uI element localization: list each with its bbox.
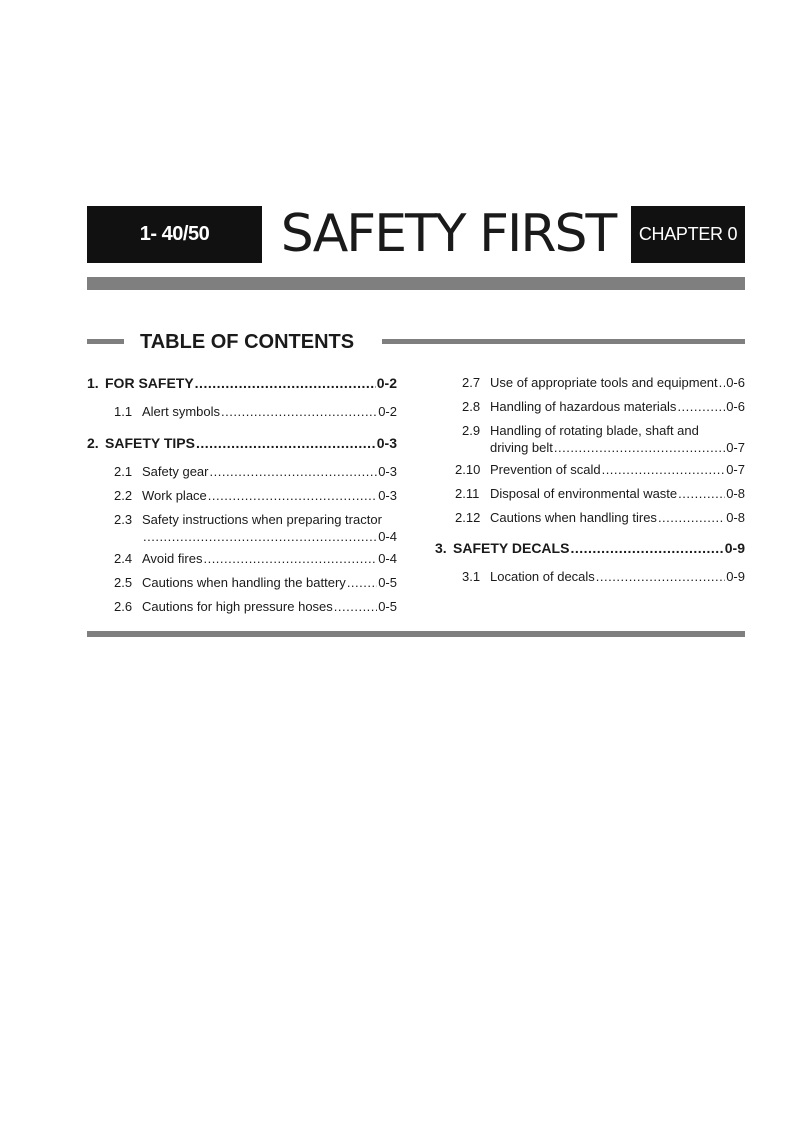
toc-leader-dots (208, 488, 377, 504)
toc-entry-number: 3. (435, 540, 447, 556)
toc-entry-number: 2.7 (462, 375, 481, 390)
chapter-label-box (631, 206, 745, 263)
page-title: SAFETY FIRST (280, 204, 616, 264)
toc-entry-page: 0-6 (726, 399, 745, 414)
toc-entry[interactable] (114, 404, 397, 421)
toc-entry-label: FOR SAFETY (105, 375, 194, 391)
toc-leader-dots (719, 375, 726, 391)
toc-entry[interactable] (462, 399, 745, 416)
toc-bottom-divider (87, 631, 745, 637)
model-label-box (87, 206, 262, 263)
toc-entry-number: 2.2 (114, 488, 133, 503)
toc-leader-dots (602, 462, 726, 478)
toc-entry-page: 0-8 (726, 510, 745, 525)
toc-leader-dots (195, 375, 376, 391)
toc-entry-page: 0-9 (726, 569, 745, 584)
toc-entry-page: 0-2 (378, 404, 397, 419)
toc-entry[interactable] (87, 435, 397, 453)
chapter-label: CHAPTER 0 (638, 224, 738, 244)
toc-leader-dots (221, 404, 377, 420)
toc-entry-number: 1.1 (114, 404, 133, 419)
toc-leader-dots (554, 440, 725, 456)
toc-entry-label: Work place (142, 488, 207, 503)
toc-heading-rule-left (87, 339, 124, 344)
toc-leader-dots (596, 569, 725, 585)
toc-leader-dots (347, 575, 377, 591)
toc-entry[interactable] (462, 569, 745, 586)
toc-heading-rule-right (382, 339, 745, 344)
toc-entry-number: 1. (87, 375, 99, 391)
toc-entry-page: 0-5 (378, 599, 397, 614)
toc-leader-dots (143, 529, 377, 545)
toc-entry[interactable] (455, 462, 745, 479)
toc-entry[interactable] (462, 423, 745, 457)
toc-entry-page: 0-9 (724, 540, 745, 556)
toc-entry-label: Handling of rotating blade, shaft and (490, 423, 699, 438)
toc-entry-page: 0-4 (378, 529, 397, 544)
toc-entry-label: Prevention of scald (490, 462, 601, 477)
toc-leader-dots (570, 540, 723, 556)
toc-entry-label: Cautions when handling tires (490, 510, 657, 525)
toc-entry-label: SAFETY TIPS (105, 435, 195, 451)
toc-entry-label: Cautions when handling the battery (142, 575, 346, 590)
toc-entry-number: 2.9 (462, 423, 481, 438)
toc-entry[interactable] (462, 375, 745, 392)
toc-entry-number: 3.1 (462, 569, 481, 584)
toc-entry[interactable] (114, 464, 397, 481)
toc-entry-page: 0-3 (378, 488, 397, 503)
toc-entry-number: 2.8 (462, 399, 481, 414)
toc-entry-number: 2.5 (114, 575, 133, 590)
toc-entry-number: 2.4 (114, 551, 133, 566)
toc-entry-label: Use of appropriate tools and equipment (490, 375, 718, 390)
toc-entry-label: Cautions for high pressure hoses (142, 599, 333, 614)
toc-entry[interactable] (435, 540, 745, 558)
toc-entry-page: 0-7 (726, 440, 745, 455)
toc-entry-page: 0-6 (726, 375, 745, 390)
toc-entry-label: Handling of hazardous materials (490, 399, 677, 414)
toc-entry[interactable] (455, 486, 745, 503)
toc-entry[interactable] (455, 510, 745, 527)
toc-entry-label: SAFETY DECALS (453, 540, 570, 556)
toc-leader-dots (210, 464, 378, 480)
toc-entry-number: 2.3 (114, 512, 133, 527)
toc-entry-page: 0-8 (726, 486, 745, 501)
toc-entry-number: 2.12 (455, 510, 481, 525)
toc-leader-dots (334, 599, 377, 615)
toc-heading: TABLE OF CONTENTS (140, 331, 355, 353)
toc-entry[interactable] (114, 488, 397, 505)
toc-entry-label: Location of decals (490, 569, 595, 584)
toc-entry-number: 2.10 (455, 462, 481, 477)
toc-entry-page: 0-5 (378, 575, 397, 590)
toc-entry-number: 2.6 (114, 599, 133, 614)
toc-entry-number: 2.11 (455, 486, 480, 501)
toc-entry-label: Safety instructions when preparing tractor (142, 512, 382, 527)
toc-leader-dots (196, 435, 376, 451)
toc-leader-dots (678, 486, 725, 502)
toc-entry[interactable] (87, 375, 397, 393)
toc-leader-dots (203, 551, 377, 567)
toc-leader-dots (677, 399, 725, 415)
toc-entry-page: 0-3 (378, 464, 397, 479)
toc-entry-page: 0-7 (726, 462, 745, 477)
header-divider (87, 277, 745, 290)
toc-entry-page: 0-3 (376, 435, 397, 451)
toc-entry[interactable] (114, 575, 397, 592)
toc-entry-page: 0-4 (378, 551, 397, 566)
toc-entry[interactable] (114, 512, 397, 546)
toc-entry-label: Safety gear (142, 464, 209, 479)
toc-entry[interactable] (114, 551, 397, 568)
toc-entry-label-continued: driving belt (490, 440, 553, 455)
toc-leader-dots (658, 510, 725, 526)
toc-entry-label: Alert symbols (142, 404, 221, 419)
toc-entry-number: 2. (87, 435, 99, 451)
toc-entry-page: 0-2 (376, 375, 397, 391)
toc-entry[interactable] (114, 599, 397, 616)
toc-entry-number: 2.1 (114, 464, 133, 479)
toc-entry-label: Disposal of environmental waste (490, 486, 678, 501)
model-label: 1- 40/50 (139, 223, 210, 245)
toc-entry-label: Avoid fires (142, 551, 203, 566)
